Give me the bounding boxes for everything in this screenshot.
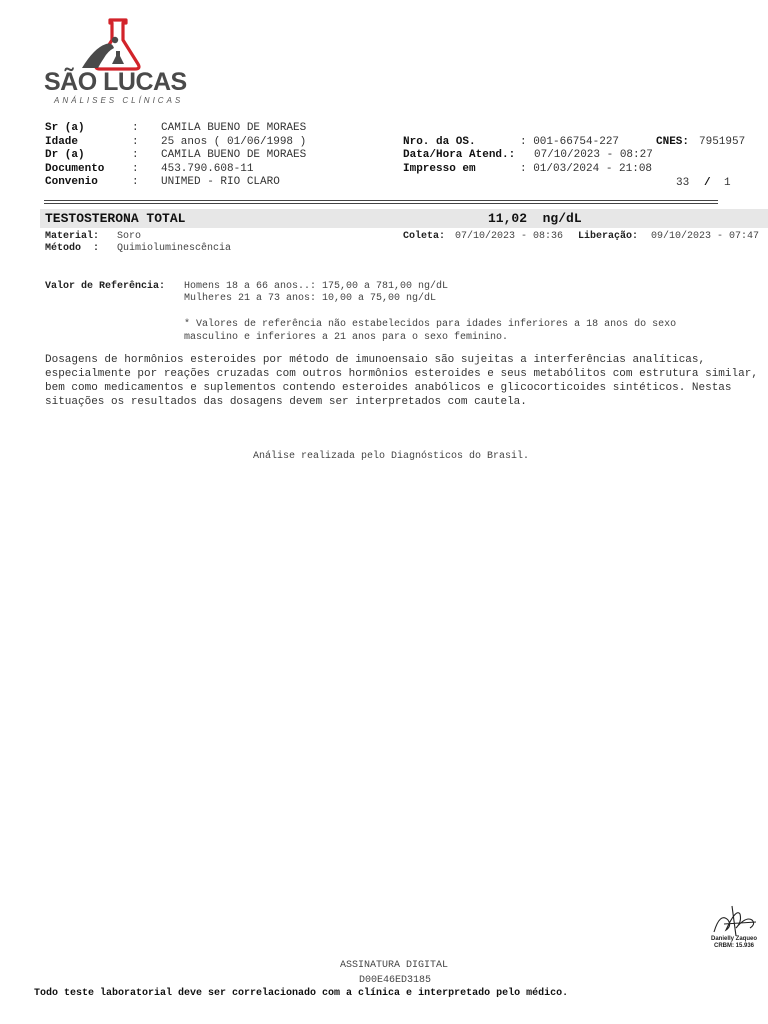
printed-value: : 01/03/2024 - 21:08 xyxy=(520,163,653,175)
brand-subtitle: ANÁLISES CLÍNICAS xyxy=(54,96,184,105)
field-separator: : xyxy=(132,163,139,175)
collection-value: 07/10/2023 - 08:36 xyxy=(455,231,564,242)
analysis-note: Análise realizada pelo Diagnósticos do Brasil. xyxy=(253,451,530,462)
method-label: Método : xyxy=(45,243,100,254)
signer-crbm: CRBM: 15.936 xyxy=(713,943,754,949)
reference-label: Valor de Referência: xyxy=(45,281,166,292)
exam-result: 11,02 ng/dL xyxy=(488,211,582,226)
doctor-label: Dr (a) xyxy=(45,149,85,161)
reference-line: Homens 18 a 66 anos..: 175,00 a 781,00 ng/dL xyxy=(184,281,449,292)
insurance-label: Convenio xyxy=(45,176,98,188)
field-separator: : xyxy=(132,176,139,188)
document-label: Documento xyxy=(45,163,105,175)
digital-signature-label: ASSINATURA DIGITAL xyxy=(340,960,449,971)
atend-label: Data/Hora Atend.: xyxy=(403,149,516,161)
doctor-name: CAMILA BUENO DE MORAES xyxy=(161,149,307,161)
os-label: Nro. da OS. xyxy=(403,136,476,148)
field-separator: : xyxy=(132,136,139,148)
os-value: : 001-66754-227 xyxy=(520,136,620,148)
page-separator: / xyxy=(704,177,711,189)
brand-name: SÃO LUCAS xyxy=(44,68,187,96)
release-label: Liberação: xyxy=(578,231,639,242)
page-total: 1 xyxy=(724,177,731,189)
method-value: Quimioluminescência xyxy=(117,243,232,254)
age-value: 25 anos ( 01/06/1998 ) xyxy=(161,136,307,148)
reference-note: masculino e inferiores a 21 anos para o sexo feminino. xyxy=(184,332,509,343)
flask-icon xyxy=(42,18,192,74)
patient-label: Sr (a) xyxy=(45,122,85,134)
exam-name: TESTOSTERONA TOTAL xyxy=(45,211,186,226)
comment-line: bem como medicamentos e suplementos contendo esteroides anabólicos e glicocorticoides sintéticos. Nestas xyxy=(45,382,732,394)
atend-value: 07/10/2023 - 08:27 xyxy=(534,149,653,161)
age-label: Idade xyxy=(45,136,79,148)
company-logo xyxy=(42,18,192,110)
cnes-value: 7951957 xyxy=(699,136,746,148)
reference-note: * Valores de referência não estabelecidos para idades inferiores a 18 anos do sexo xyxy=(184,319,677,330)
release-value: 09/10/2023 - 07:47 xyxy=(651,231,760,242)
disclaimer: Todo teste laboratorial deve ser correlacionado com a clínica e interpretado pelo médico. xyxy=(34,988,569,999)
digital-signature-code: D00E46ED3185 xyxy=(359,975,432,986)
signer-name: Danielly Zaqueo xyxy=(710,936,757,942)
material-value: Soro xyxy=(117,231,142,242)
header-divider xyxy=(44,203,718,204)
comment-line: situações os resultados das dosagens devem ser interpretados com cautela. xyxy=(45,396,527,408)
document-value: 453.790.608-11 xyxy=(161,163,254,175)
field-separator: : xyxy=(132,149,139,161)
page-current: 33 xyxy=(676,177,690,189)
signature xyxy=(706,902,766,958)
signature-scribble-icon xyxy=(706,902,766,938)
header-divider xyxy=(44,200,718,201)
collection-label: Coleta: xyxy=(403,231,446,242)
insurance-value: UNIMED - RIO CLARO xyxy=(161,176,280,188)
field-separator: : xyxy=(132,122,139,134)
material-label: Material: xyxy=(45,231,100,242)
cnes-label: CNES: xyxy=(656,136,690,148)
patient-name: CAMILA BUENO DE MORAES xyxy=(161,122,307,134)
printed-label: Impresso em xyxy=(403,163,476,175)
reference-line: Mulheres 21 a 73 anos: 10,00 a 75,00 ng/dL xyxy=(184,293,437,304)
comment-line: Dosagens de hormônios esteroides por método de imunoensaio são sujeitas a interferências analíticas, xyxy=(45,354,706,366)
comment-line: especialmente por reações cruzadas com outros hormônios esteroides e seus metabólitos com estrutura similar, xyxy=(45,368,758,380)
